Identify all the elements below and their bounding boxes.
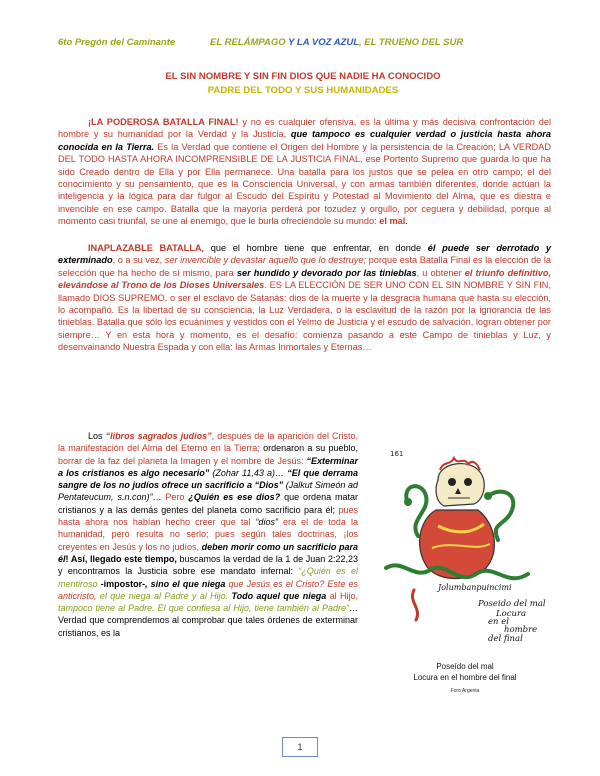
- p2-s9: el triunfo definitivo, elevándose al Trono de los Dioses Universales: [58, 267, 552, 291]
- p3-s25: Todo aquel que niega: [231, 590, 327, 601]
- p2-s2: , que el hombre tiene que enfrentar, en donde: [201, 243, 428, 253]
- p2-s1: INAPLAZABLE BATALLA: [88, 243, 202, 253]
- header-right: [210, 37, 463, 48]
- p1-s5: el mal: [376, 216, 406, 227]
- paragraph-1: [58, 116, 551, 228]
- figure-number: 161: [390, 450, 404, 458]
- p3-s17: deben morir como un sacrificio para él: [58, 541, 358, 564]
- p1-s1: ¡LA PODEROSA BATALLA FINAL!: [88, 117, 239, 127]
- p3-s1: Los: [88, 431, 106, 441]
- p3-s5: borrar de la faz del planeta la Imagen y el nombre de Jesús:: [58, 455, 307, 466]
- p3-s2: “libros sagrados judíos”: [105, 431, 212, 441]
- p3-s20: “¿Quién es el mentiroso: [58, 566, 358, 589]
- header-right-a: EL RELÁMPAGO: [210, 37, 286, 48]
- caption-line-1: Poseído del mal: [436, 662, 494, 671]
- p3-s18: ! Así, llegado este tiempo,: [65, 553, 177, 564]
- p3-s16: era el de toda la humanidad, pero resulta no serlo; pues según tales doctrinas, ¡los creyentes en Jesús y los no judíos,: [58, 517, 358, 552]
- p3-s10: …: [152, 492, 166, 503]
- p3-s3: , después de la aparición del Cristo, la manifestación del Alma del Eterno en la Tierra;: [58, 431, 358, 454]
- p3-s23: que Jesús es el Cristo? Este es anticristo,: [58, 578, 358, 601]
- handwritten-line-2: Locura: [496, 609, 527, 619]
- p3-s9: (Jalkut Simeón ad Pentateucum, s.n.con)”: [58, 480, 358, 503]
- title-line-2: PADRE DEL TODO Y SUS HUMANIDADES: [207, 85, 399, 96]
- header-right-b: Y LA VOZ AZUL: [285, 37, 360, 48]
- p1-s2: y no es cualquier ofensiva, es la última y más decisiva confrontación del hombre y su humanidad por la Verdad y la Justicia,: [58, 117, 551, 140]
- page-number: 1: [282, 737, 318, 757]
- p2-s7: ser hundido y devorado por las tinieblas: [236, 267, 417, 278]
- p2-s3: él puede ser derrotado y exterminado: [58, 243, 552, 266]
- p3-s13: que ordena matar cristianos y a las demás gentes del planeta como sacrificio para él;: [58, 492, 359, 515]
- p3-s12: ¿Quién es ese dios?: [188, 492, 281, 503]
- handwritten-line-1: Poseido del mal: [478, 599, 546, 609]
- paragraph-2: [58, 242, 551, 354]
- figure-signature: Jolumbanpuincimi: [438, 583, 512, 592]
- p3-s15: “dios”: [255, 517, 278, 528]
- p3-s24: el que niega al Padre y al Hijo.: [99, 590, 232, 601]
- p2-s5: ser invencible y devastar aquello que lo destruye;: [164, 255, 367, 266]
- p3-s4: ordenaron a su pueblo,: [259, 443, 359, 454]
- p3-s28: … Verdad que comprendemos al comprobar que tales órdenes de exterminar cristianos, es la: [58, 603, 358, 638]
- p3-s27: tampoco tiene al Padre. El que confiesa al Hijo, tiene también al Padre”: [58, 603, 349, 614]
- p3-s6: “Exterminar a los cristianos es algo necesario”: [58, 455, 358, 478]
- p3-s26: al Hijo,: [326, 590, 359, 601]
- paragraph-3: [58, 430, 358, 639]
- header-right-c: , EL TRUENO DEL SUR: [359, 37, 464, 48]
- p2-s4: , o a su vez,: [112, 255, 165, 266]
- demon-figure-drawing: [386, 458, 528, 620]
- handwritten-line-3: en el: [488, 617, 509, 627]
- p3-s19: buscamos la verdad de la 1 de Juan 2:22,23 y encontramos la Justicia sobre ese mandato infernal:: [58, 553, 358, 577]
- p3-s14: pues hasta ahora nos habían hecho creer que tal: [58, 504, 358, 528]
- figure-caption: [370, 661, 560, 683]
- running-header: [58, 37, 538, 51]
- figure-credit: Foro Argenta: [450, 688, 480, 694]
- p1-s3: que tampoco es cualquier verdad o justicia hasta ahora conocida en la Tierra.: [58, 129, 551, 152]
- handwritten-line-5: del final: [488, 634, 523, 644]
- p3-s8: “El que derrama sangre de los no judíos ofrece un sacrificio a “Dios”: [58, 467, 358, 491]
- p3-s11: Pero: [165, 492, 189, 503]
- figure-handwriting: [477, 599, 546, 644]
- p2-s6: porque esta Batalla Final es la elección de la selección que ha hecho de sí mismo, para: [58, 255, 551, 278]
- handwritten-line-4: hombre: [504, 625, 538, 635]
- p3-s7: (Zohar 11,43 a)…: [209, 467, 288, 478]
- page-title: [58, 70, 548, 98]
- p3-s21: -impostor-: [100, 578, 146, 589]
- p2-s10: . ES LA ELECCIÓN DE SER UNO CON EL SIN NOMBRE Y SIN FIN, llamado DIOS SUPREMO, o ser el esclavo de Satanás: dios de la muerte y la desgracia humana que hasta su elección, lo acompañó. Es la libertad de su consciencia, la Luz Verdadera, o la esclavitud de la razón por la ignorancia de las tinieblas. Batalla que sólo los ecuánimes y vestidos con el Yelmo de Justicia y el escudo de salvación, logran obtener por siempre… Y en esta hora y momento, es el desafío: comienza pasando a este Campo de tinieblas y Luz, y desenvainando Nuestra Espada y con ella: las Armas Inmortales y Eternas…: [58, 280, 551, 353]
- p1-s6: .: [405, 216, 408, 227]
- illustration-possessed-figure: [378, 440, 553, 650]
- p3-s22: , sino el que niega: [145, 578, 226, 589]
- title-line-1: EL SIN NOMBRE Y SIN FIN DIOS QUE NADIE HA CONOCIDO: [165, 71, 441, 82]
- p2-s8: , u obtener: [416, 267, 465, 278]
- header-left: 6to Pregón del Caminante: [58, 37, 176, 48]
- p1-s4: Es la Verdad que contiene el Origen del Hombre y la persistencia de la Creación; LA VERDAD DEL TODO HASTA AHORA INCOMPRENSIBLE DE LA JUSTICIA FINAL, ese Portento Supremo que guarda lo que ha sido Creado dentro de Ella y por Ella permanece. Una batalla para los justos que se pelea en otro campo; el del conocimiento y su pensamiento, que es la Consciencia Universal, y con armas también diferentes, donde actúan la inteligencia y la lógica para dar fulgor al Escudo del Espíritu y Potestad al Movimiento del Alma, que es diestra e invencible en ese campo. Batalla que la mayoría perderá por tozudez y orgullo, por ceguera y debilidad, porque al momento casi triunfal, se une al enemigo, que le burla ofreciéndole su mundo:: [58, 141, 551, 227]
- caption-line-2: Locura en el hombre del final: [413, 673, 517, 682]
